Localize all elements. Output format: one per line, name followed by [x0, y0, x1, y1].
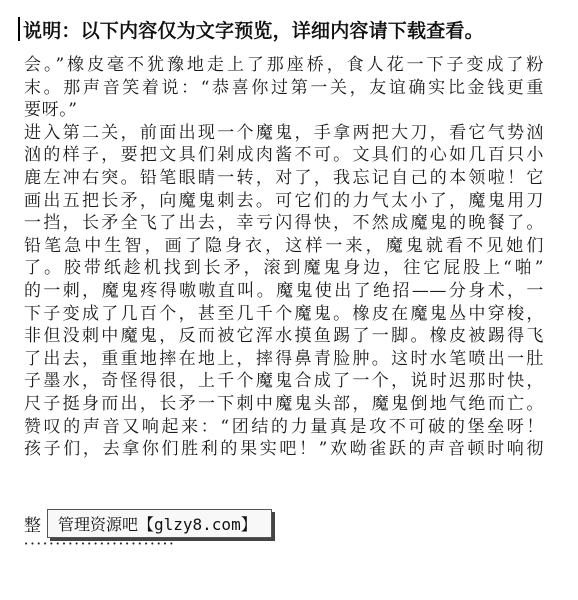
body-line: 赞叹的声音又响起来：“团结的力量真是攻不可破的堡垒呀！	[24, 416, 544, 437]
body-line: 末。那声音笑着说：“恭喜你过第一关，友谊确实比金钱更重	[24, 77, 544, 98]
body-line: 子墨水，奇怪得很，上千个魔鬼合成了一个，说时迟那时快，	[24, 371, 544, 392]
preview-notice-text: 说明：以下内容仅为文字预览，详细内容请下载查看。	[23, 19, 484, 42]
body-line: 汹的样子，要把文具们剁成肉酱不可。文具们的心如几百只小	[24, 145, 544, 166]
body-line: 非但没刺中魔鬼，反而被它浑水摸鱼踢了一脚。橡皮被踢得飞	[24, 326, 544, 347]
body-line: 鹿左冲右突。铅笔眼睛一转，对了，我忘记自己的本领啦！它	[24, 167, 544, 188]
document-body	[24, 54, 544, 461]
body-line: 下子变成了几百个，甚至几千个魔鬼。橡皮在魔鬼丛中穿梭，	[24, 303, 544, 324]
body-line: 了。胶带纸趁机找到长矛，滚到魔鬼身边，往它屁股上“啪”	[24, 258, 544, 279]
footer-row	[24, 508, 272, 538]
body-line: 进入第二关，前面出现一个魔鬼，手拿两把大刀，看它气势汹	[24, 122, 544, 143]
site-label-link[interactable]: 管理资源吧【glzy8.com】	[47, 509, 272, 538]
body-line: 画出五把长矛，向魔鬼刺去。可它们的力气太小了，魔鬼用刀	[24, 190, 544, 211]
body-line: 会。”橡皮毫不犹豫地走上了那座桥，食人花一下子变成了粉	[24, 55, 544, 75]
preview-notice-banner	[18, 14, 568, 44]
body-line: 了出去，重重地摔在地上，摔得鼻青脸肿。这时水笔喷出一肚	[24, 348, 544, 369]
body-line: 铅笔急中生智，画了隐身衣，这样一来，魔鬼就看不见她们	[24, 235, 544, 256]
body-line: 尺子挺身而出，长矛一下刺中魔鬼头部，魔鬼倒地气绝而亡。	[24, 393, 544, 414]
body-line: 要呀。”	[24, 100, 78, 121]
body-line: 孩子们，去拿你们胜利的果实吧！”欢呦雀跃的声音顿时响彻	[24, 439, 544, 460]
body-line-fragment: 整	[24, 515, 41, 536]
body-line: 的一刺，魔鬼疼得嗷嗷直叫。魔鬼使出了绝招——分身术，一	[24, 280, 544, 301]
text-cursor	[18, 17, 20, 41]
dotted-separator: ••••••••••••••••••••••••	[24, 540, 176, 548]
body-line: 一挡，长矛全飞了出去，幸亏闪得快，不然成魔鬼的晚餐了。	[24, 213, 544, 234]
